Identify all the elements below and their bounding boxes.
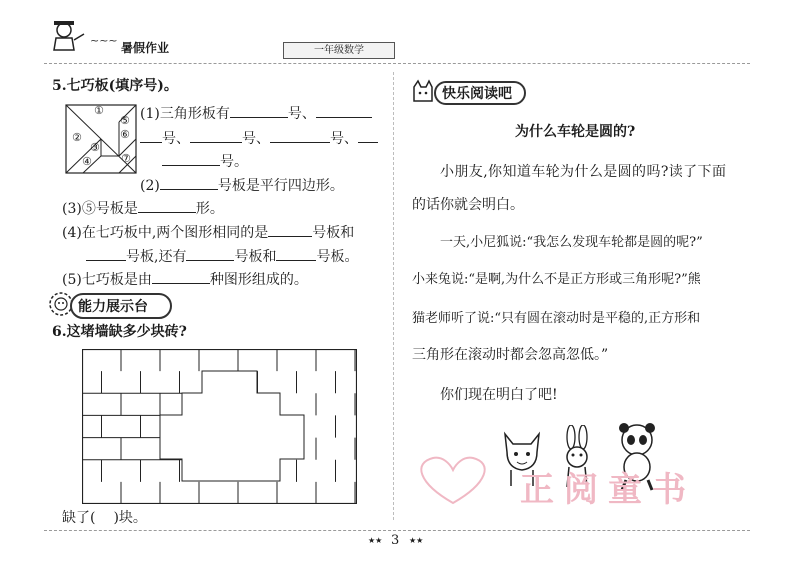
answer-blank[interactable] xyxy=(86,246,126,261)
brick-wall xyxy=(82,349,357,504)
brand-script: ~~~ xyxy=(90,34,118,47)
column-divider xyxy=(393,72,394,520)
story-paragraph: 小朋友,你知道车轮为什么是圆的吗?读了下面 xyxy=(440,164,727,180)
tangram-num: ① xyxy=(94,104,104,117)
q5-line-3: 号。 xyxy=(162,151,248,172)
answer-blank[interactable] xyxy=(138,198,196,213)
answer-blank[interactable] xyxy=(186,246,234,261)
answer-blank[interactable] xyxy=(276,246,316,261)
story-paragraph: 猫老师听了说:“只有圆在滚动时是平稳的,正方形和 xyxy=(412,311,701,326)
answer-blank[interactable] xyxy=(162,151,220,166)
tangram-num: ② xyxy=(72,131,82,144)
story-paragraph: 小来兔说:“是啊,为什么不是正方形或三角形呢?”熊 xyxy=(412,272,701,287)
watermark-text: 正阅童书 xyxy=(520,470,696,510)
q5-title: 5.七巧板(填序号)。 xyxy=(52,78,178,94)
answer-blank[interactable] xyxy=(268,222,312,237)
watermark-heart-icon xyxy=(408,448,498,508)
q6-title: 6.这堵墙缺多少块砖? xyxy=(52,324,187,340)
ability-banner-label: 能力展示台 xyxy=(78,299,148,315)
answer-blank[interactable] xyxy=(190,128,242,143)
story-paragraph: 一天,小尼狐说:“我怎么发现车轮都是圆的呢?” xyxy=(440,235,703,250)
story-paragraph: 你们现在明白了吧! xyxy=(440,387,558,403)
q5-line-7: 号板,还有 号板和 号板。 xyxy=(86,246,358,267)
tangram-num: ④ xyxy=(82,155,92,168)
footer-stars-right: ★★ xyxy=(409,536,424,545)
q5-line-4: (2) 号板是平行四边形。 xyxy=(140,175,344,196)
q5-line-1: (1)三角形板有 号、 xyxy=(140,103,372,124)
tangram-num: ③ xyxy=(90,141,100,154)
q5-line-2: 号、 号、 号、 xyxy=(140,128,378,149)
q6-answer: 缺了( )块。 xyxy=(62,510,147,526)
brand-title: 暑假作业 xyxy=(121,41,170,55)
answer-blank[interactable] xyxy=(160,175,218,190)
answer-blank[interactable] xyxy=(316,103,372,118)
answer-blank[interactable] xyxy=(230,103,288,118)
story-paragraph: 三角形在滚动时都会忽高忽低。” xyxy=(412,347,609,363)
answer-blank[interactable] xyxy=(358,128,378,143)
cartoon-cat-icon xyxy=(410,79,436,103)
tangram-num: ⑥ xyxy=(120,128,130,141)
header-divider xyxy=(44,63,750,64)
story-paragraph: 的话你就会明白。 xyxy=(412,197,524,213)
answer-blank[interactable] xyxy=(140,128,162,143)
tangram-num: ⑤ xyxy=(120,114,130,127)
footer-stars-left: ★★ xyxy=(368,536,383,545)
answer-blank[interactable] xyxy=(270,128,330,143)
story-title: 为什么车轮是圆的? xyxy=(515,124,636,140)
page-number: 3 xyxy=(391,533,400,548)
tangram-num: ⑦ xyxy=(121,152,131,165)
reading-banner-label: 快乐阅读吧 xyxy=(442,86,512,102)
cartoon-kid-icon xyxy=(44,20,88,54)
answer-blank[interactable] xyxy=(152,269,210,284)
q5-line-6: (4)在七巧板中,两个图形相同的是 号板和 xyxy=(62,222,354,243)
grade-label: 一年级数学 xyxy=(283,42,395,59)
q5-line-8: (5)七巧板是由 种图形组成的。 xyxy=(62,269,308,290)
q5-line-5: (3)⑤号板是 形。 xyxy=(62,198,224,219)
